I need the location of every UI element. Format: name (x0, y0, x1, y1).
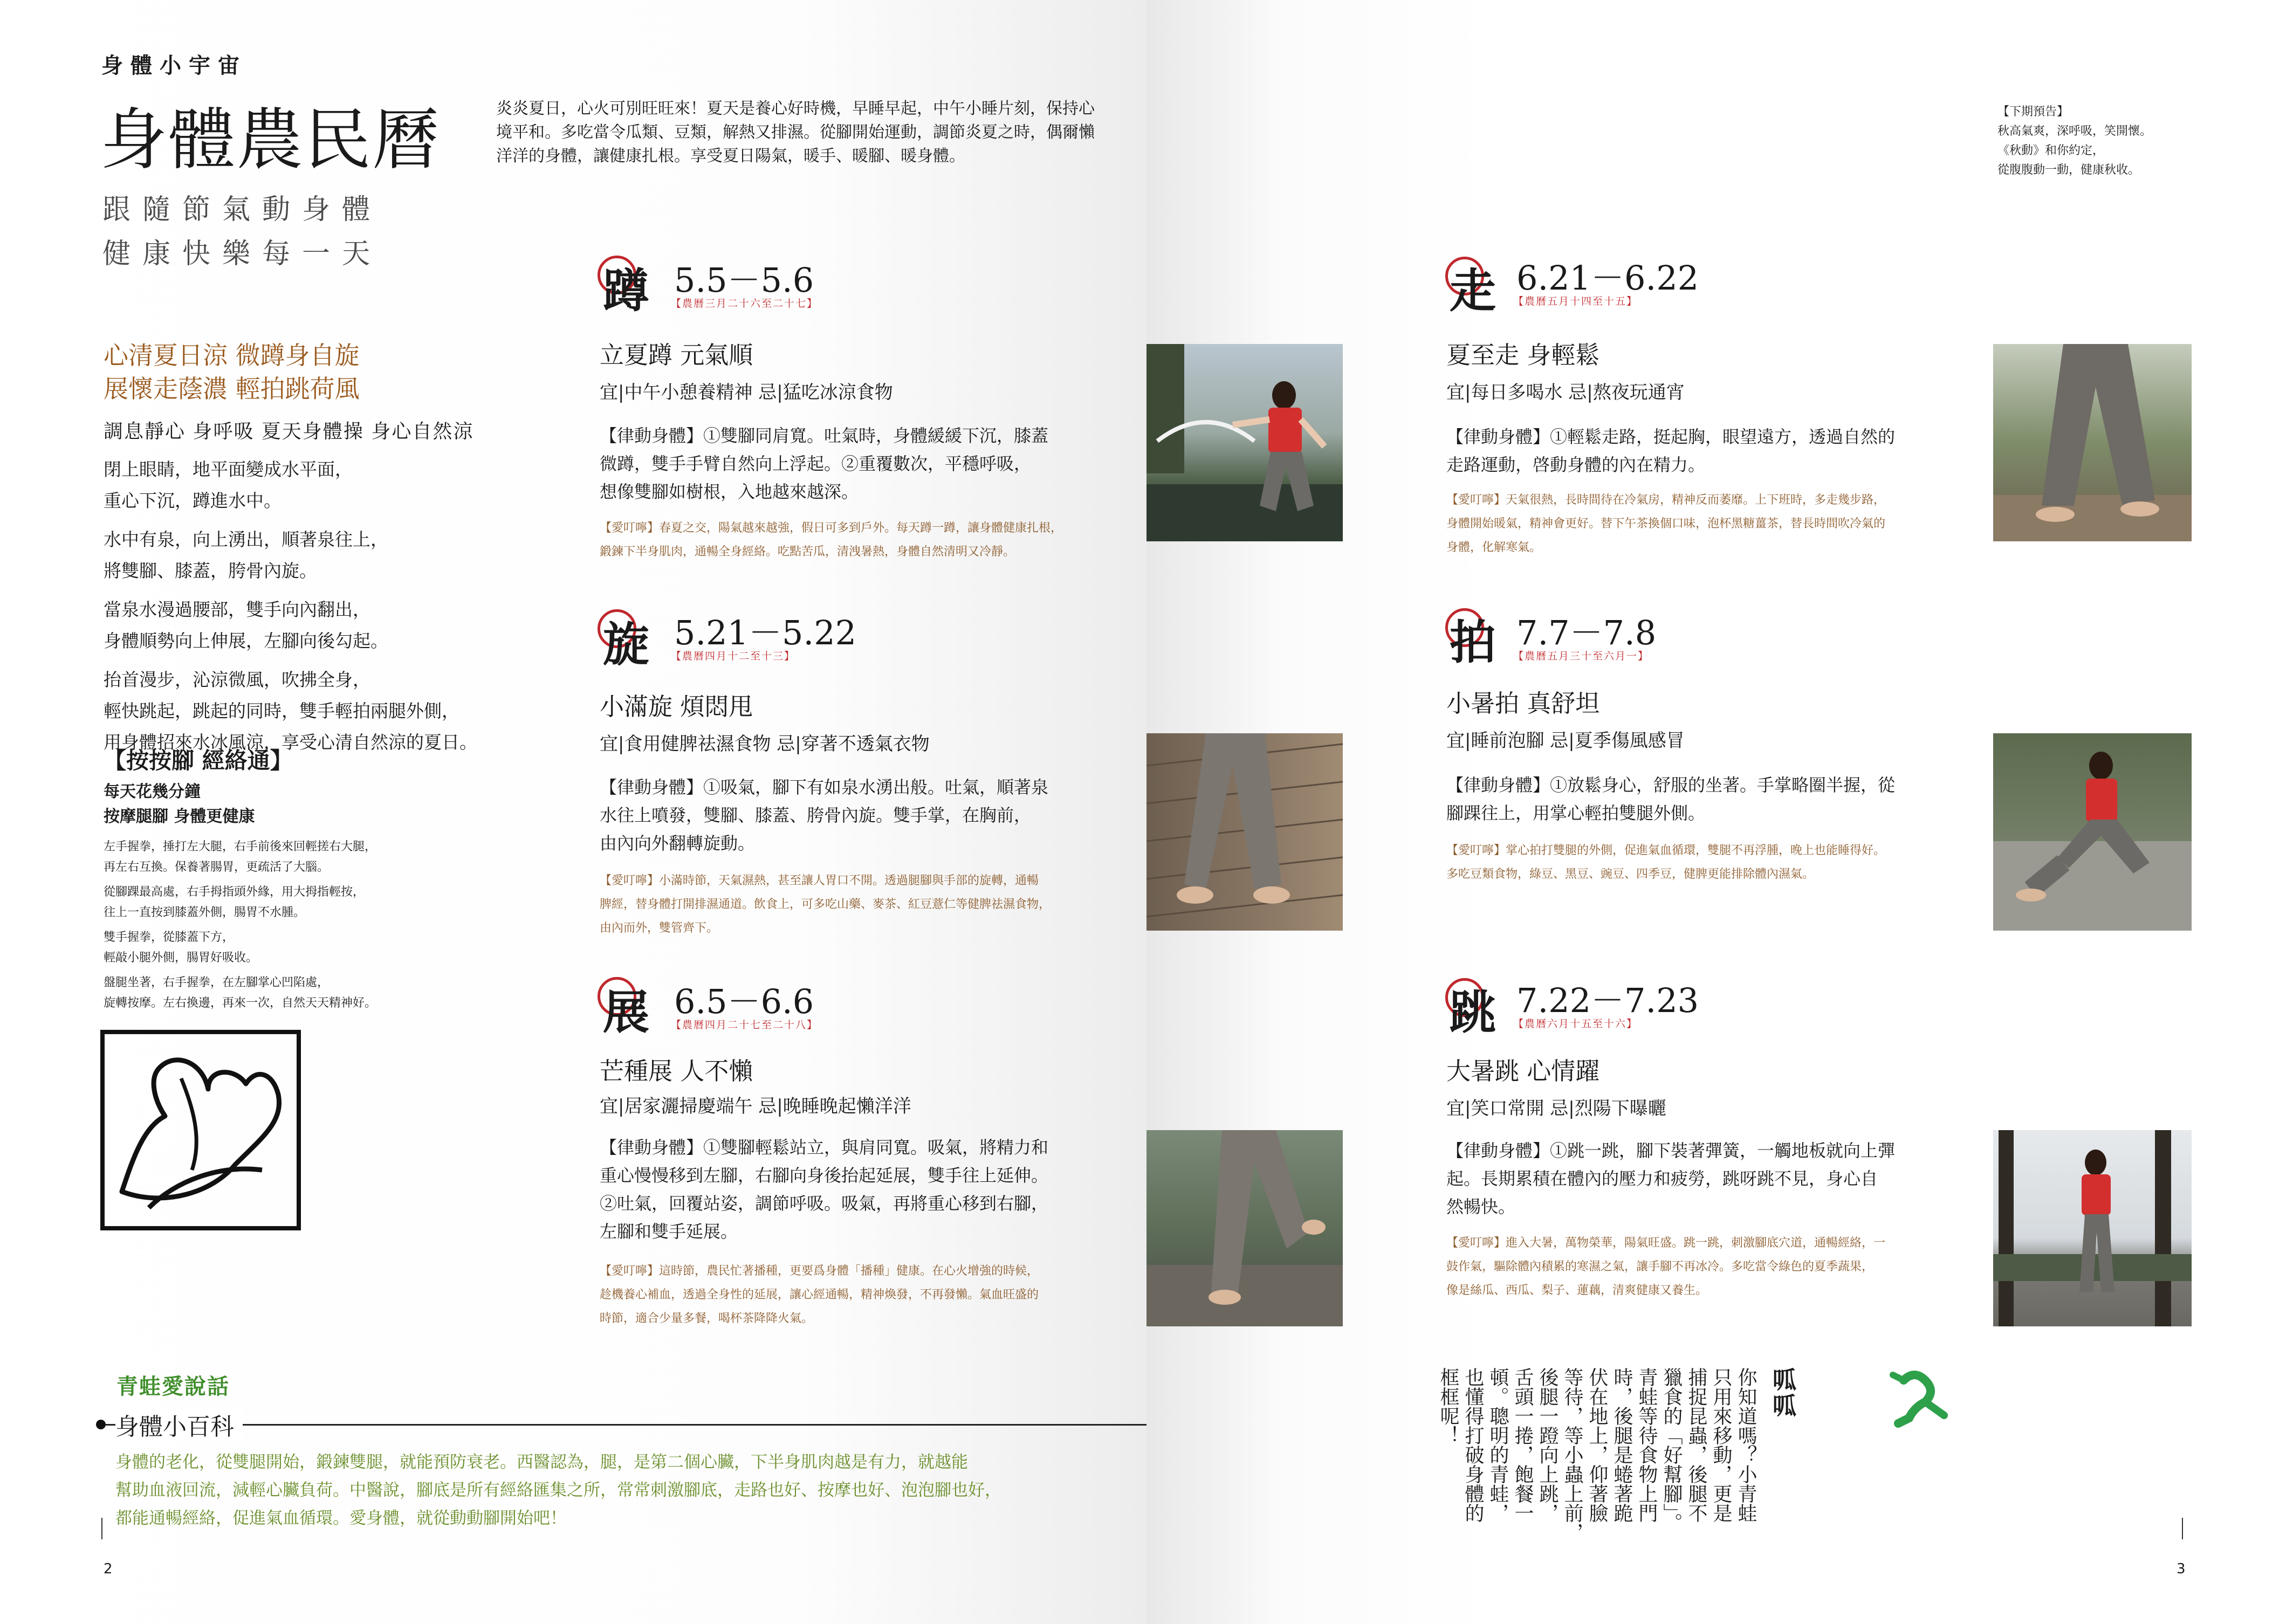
entry-lunar-date: 【農曆六月十五至十六】 (1513, 1018, 1638, 1030)
frog-title: 呱呱 (1768, 1367, 1796, 1419)
step-line: 再左右互換。保養著腸胃，更疏活了大腦。 (104, 861, 329, 874)
photo-squat (1146, 344, 1343, 541)
entry-body (600, 422, 1107, 506)
step-line: 盤腿坐著，右手握拳，在左腳掌心凹陷處， (104, 976, 329, 989)
intro-text: 炎炎夏日，心火可別旺旺來！夏天是養心好時機，早睡早起，中午小睡片刻，保持心境平和。多吃當令瓜類、豆類，解熱又排濕。從腳開始運動，調節炎夏之時，偶爾懶洋洋的身體，讓健康扎根。享受夏日陽氣，暖手、暖腳、暖身體。 (496, 99, 1095, 166)
paragraph (104, 524, 567, 587)
entry-lunar-date: 【農曆五月十四至十五】 (1513, 295, 1638, 307)
note-line: 像是絲瓜、西瓜、梨子、蓮藕，清爽健康又養生。 (1446, 1284, 1708, 1297)
entry-title: 芒種展 人不懶 (600, 1057, 753, 1085)
body-line: 走路運動，啓動身體的內在精力。 (1446, 455, 1706, 475)
entry-do-dont: 宜|每日多喝水 忌|熬夜玩通宵 (1446, 382, 1685, 403)
ginkgo-leaf-logo-icon (100, 1030, 301, 1230)
tagline: 調息靜心 身呼吸 夏天身體操 身心自然涼 (104, 421, 474, 443)
encyclopedia-line: 幫助血液回流，減輕心臟負荷。中醫說，腳底是所有經絡匯集之所，常常刺激腳底，走路也好、按摩也好、泡泡腳也好， (115, 1481, 1001, 1500)
encyclopedia-header: 青蛙愛說話 (116, 1374, 230, 1399)
massage-subtitle-line: 每天花幾分鐘 (104, 782, 201, 801)
note-line: 【愛叮嚀】小滿時節，天氣濕熱，甚至讓人胃口不開。透過腿腳與手部的旋轉，通暢 (600, 874, 1039, 887)
body-line: 想像雙腳如樹根，入地越來越深。 (600, 481, 859, 502)
entry-body (1446, 771, 1953, 827)
entry-character: 拍 (1450, 615, 1496, 670)
note-line: 鍛鍊下半身肌肉，通暢全身經絡。吃點苦瓜，清洩暑熱，身體自然清明又冷靜。 (600, 545, 1015, 559)
subtitle-line-1: 跟隨節氣動身體 (102, 194, 382, 226)
entry-date: 6.21－6.22 (1516, 258, 1699, 298)
frog-column: 也懂得打破身體的 (1462, 1367, 1484, 1523)
legs-turning-photo-icon (1146, 733, 1343, 931)
frog-column: 時，後腿是蜷著跪 (1611, 1367, 1633, 1523)
entry-notes (1446, 839, 1953, 886)
poem-line-2: 展懷走蔭濃 輕拍跳荷風 (104, 374, 360, 403)
body-line: 【律動身體】①放鬆身心，舒服的坐著。手掌略圈半握，從 (1446, 775, 1896, 795)
entry-lunar-date: 【農曆四月二十七至二十八】 (671, 1019, 819, 1031)
paragraph-line: 抬首漫步，沁涼微風，吹拂全身， (104, 669, 370, 690)
poem (104, 339, 360, 405)
body-line: 然暢快。 (1446, 1196, 1516, 1217)
note-line: 脾經，替身體打開排濕通道。飲食上，可多吃山藥、麥茶、紅豆薏仁等健脾祛濕食物， (600, 898, 1051, 911)
entry-character: 蹲 (603, 264, 649, 318)
woman-jumping-photo-icon (1993, 1130, 2192, 1326)
entry-body (1446, 1137, 1953, 1221)
page-number-left: 2 (104, 1561, 113, 1577)
paragraph-line: 閉上眼睛，地平面變成水平面， (104, 459, 353, 480)
encyclopedia-line: 都能通暢經絡，促進氣血循環。愛身體，就從動動腳開始吧！ (115, 1509, 567, 1528)
encyclopedia-title: 身體小百科 (115, 1407, 243, 1442)
paragraph (104, 594, 567, 657)
entry-character: 展 (603, 985, 649, 1040)
body-line: 重心慢慢移到左腳，右腳向身後抬起延展，雙手往上延伸。 (600, 1165, 1049, 1186)
entry-date: 5.21－5.22 (674, 613, 857, 652)
paragraph-line: 水中有泉，向上湧出，順著泉往上， (104, 529, 388, 550)
paragraph-line: 用身體招來水冰風涼，享受心清自然涼的夏日。 (104, 732, 477, 753)
subtitle-line-2: 健康快樂每一天 (102, 238, 382, 270)
body-line: 【律動身體】①輕鬆走路，挺起胸，眼望遠方，透過自然的 (1446, 426, 1896, 447)
entry-notes (600, 517, 1107, 564)
body-line: 【律動身體】①雙腳輕鬆站立，與肩同寬。吸氣，將精力和 (600, 1137, 1049, 1158)
note-line: 【愛叮嚀】進入大暑，萬物榮華，陽氣旺盛。跳一跳，刺激腳底穴道，通暢經絡，一 (1446, 1236, 1886, 1250)
massage-steps (104, 837, 481, 1014)
entry-title: 夏至走 身輕鬆 (1446, 341, 1600, 369)
frog-column: 捕捉昆蟲，後腿不 (1685, 1367, 1707, 1523)
step-line: 雙手握拳，從膝蓋下方， (104, 931, 235, 944)
paragraph-line: 身體順勢向上伸展，左腳向後勾起。 (104, 630, 388, 651)
entry-lunar-date: 【農曆五月三十至六月一】 (1513, 650, 1650, 662)
massage-step (104, 927, 481, 968)
frog-column: 頓。聰明的青蛙， (1487, 1367, 1509, 1523)
encyclopedia-line: 身體的老化，從雙腿開始，鍛鍊雙腿，就能預防衰老。西醫認為，腿，是第二個心臟，下半身肌肉越是有力，就越能 (115, 1453, 968, 1472)
entry-character: 旋 (603, 617, 649, 672)
leg-stretch-photo-icon (1146, 1130, 1343, 1326)
body-line: 【律動身體】①吸氣，腳下有如泉水湧出般。吐氣，順著泉 (600, 777, 1049, 797)
paragraph-line: 輕快跳起，跳起的同時，雙手輕拍兩腿外側， (104, 700, 459, 721)
exercise-paragraphs (104, 454, 567, 758)
woman-squatting-photo-icon (1146, 344, 1343, 541)
body-line: 水往上噴發，雙腳、膝蓋、胯骨內旋。雙手掌，在胸前， (600, 805, 1032, 825)
encyclopedia-text (115, 1448, 1118, 1532)
step-line: 輕敲小腿外側，腸胃好吸收。 (104, 951, 258, 965)
frog-column: 獵食的「好幫腳」。 (1660, 1367, 1683, 1532)
body-line: 【律動身體】①跳一跳，腳下裝著彈簧，一觸地板就向上彈 (1446, 1140, 1896, 1161)
massage-subtitle-line: 按摩腿腳 身體更健康 (104, 807, 255, 826)
note-line: 【愛叮嚀】春夏之交，陽氣越來越強，假日可多到戶外。每天蹲一蹲，讓身體健康扎根， (600, 521, 1063, 535)
photo-pat (1993, 733, 2192, 931)
preview-line: 【下期預告】 (1997, 105, 2069, 119)
page-tick (101, 1518, 102, 1539)
entry-date: 7.7－7.8 (1516, 613, 1657, 652)
massage-step (104, 882, 481, 923)
bullet-dot-icon (96, 1420, 106, 1429)
preview-line: 《秋動》和你約定， (1997, 144, 2105, 157)
poem-line-1: 心清夏日涼 微蹲身自旋 (104, 341, 360, 370)
body-line: 左腳和雙手延展。 (600, 1221, 738, 1242)
entry-title: 立夏蹲 元氣順 (600, 341, 753, 369)
entry-title: 小暑拍 真舒坦 (1446, 689, 1600, 718)
body-line: ②吐氣，回覆站姿，調節呼吸。吸氣，再將重心移到右腳， (600, 1193, 1049, 1214)
massage-title: 【按按腳 經絡通】 (104, 747, 293, 774)
section-label: 身體小宇宙 (101, 53, 247, 78)
note-line: 由內而外，雙管齊下。 (600, 921, 719, 935)
body-line: 微蹲，雙手手臂自然向上浮起。②重覆數次，平穩呼吸， (600, 453, 1032, 474)
body-line: 腳踝往上，用掌心輕拍雙腿外側。 (1446, 803, 1706, 823)
entry-character: 走 (1450, 264, 1496, 318)
entry-notes (1446, 488, 1953, 560)
frog-column: 後腿一蹬向上跳， (1536, 1367, 1559, 1523)
entry-notes (1446, 1231, 1953, 1303)
woman-patting-photo-icon (1993, 733, 2192, 931)
frog-column: 舌頭一捲，飽餐一 (1512, 1367, 1534, 1523)
entry-title: 小滿旋 煩悶甩 (600, 692, 753, 721)
body-line: 起。長期累積在體內的壓力和疲勞，跳呀跳不見，身心自 (1446, 1168, 1878, 1189)
legs-walking-photo-icon (1993, 344, 2192, 541)
photo-stretch (1146, 1130, 1343, 1326)
paragraph-line: 重心下沉，蹲進水中。 (104, 490, 282, 511)
paragraph-line: 當泉水漫過腰部，雙手向內翻出， (104, 599, 370, 620)
frog-column: 只用來移動，更是 (1710, 1367, 1732, 1523)
entry-date: 7.22－7.23 (1516, 981, 1699, 1020)
subtitle (102, 188, 382, 276)
frog-column: 伏在地上，仰著臉 (1586, 1367, 1608, 1523)
preview-line: 從腹腹動一動，健康秋收。 (1997, 163, 2140, 177)
massage-step (104, 973, 481, 1014)
divider (106, 1424, 1146, 1426)
page-tick (2182, 1518, 2183, 1539)
note-line: 【愛叮嚀】掌心拍打雙腿的外側，促進氣血循環，雙腿不再浮腫，晚上也能睡得好。 (1446, 844, 1886, 857)
entry-body (600, 773, 1107, 857)
paragraph (104, 454, 567, 517)
entry-date: 6.5－6.6 (674, 982, 814, 1021)
next-issue-preview (1997, 102, 2152, 180)
note-line: 身體開始暖氣，精神會更好。替下午茶換個口味，泡杯黑糖薑茶，替長時間吹冷氣的 (1446, 517, 1886, 531)
entry-body (1446, 423, 1953, 479)
entry-do-dont: 宜|食用健脾祛濕食物 忌|穿著不透氣衣物 (600, 733, 930, 755)
frog-text (1434, 1367, 1758, 1545)
frog-icon (1887, 1370, 1952, 1429)
step-line: 左手握拳，捶打左大腿，右手前後來回輕搓右大腿， (104, 840, 377, 854)
note-line: 多吃豆類食物，綠豆、黑豆、豌豆、四季豆，健脾更能排除體內濕氣。 (1446, 868, 1815, 881)
entry-lunar-date: 【農曆四月十二至十三】 (671, 650, 796, 662)
frog-column: 青蛙等待食物上門 (1636, 1367, 1658, 1523)
note-line: 身體，化解寒氣。 (1446, 541, 1542, 554)
entry-body (600, 1133, 1107, 1245)
entry-do-dont: 宜|居家灑掃慶端午 忌|晚睡晚起懶洋洋 (600, 1096, 911, 1117)
entry-do-dont: 宜|中午小憩養精神 忌|猛吃冰涼食物 (600, 382, 893, 403)
massage-step (104, 837, 481, 878)
entry-do-dont: 宜|笑口常開 忌|烈陽下曝曬 (1446, 1098, 1666, 1119)
entry-lunar-date: 【農曆三月二十六至二十七】 (671, 298, 819, 309)
step-line: 旋轉按摩。左右換邊，再來一次，自然天天精神好。 (104, 996, 377, 1010)
step-line: 往上一直按到膝蓋外側，腸胃不水腫。 (104, 906, 306, 919)
photo-turn (1146, 733, 1343, 931)
preview-line: 秋高氣爽，深呼吸，笑開懷。 (1997, 125, 2152, 138)
entry-date: 5.5－5.6 (674, 260, 814, 300)
note-line: 鼓作氣，驅除體內積累的寒濕之氣，讓手腳不再冰冷。多吃當令綠色的夏季蔬果， (1446, 1260, 1874, 1274)
entry-character: 跳 (1450, 985, 1496, 1040)
massage-subtitle (104, 780, 255, 829)
note-line: 時節，適合少量多餐，喝杯茶降降火氣。 (600, 1312, 814, 1325)
note-line: 【愛叮嚀】天氣很熱，長時間待在冷氣房，精神反而萎靡。上下班時，多走幾步路， (1446, 493, 1886, 507)
frog-column: 框框呢！ (1437, 1367, 1459, 1445)
page-title: 身體農民曆 (100, 101, 441, 179)
note-line: 【愛叮嚀】這時節，農民忙著播種，更要爲身體「播種」健康。在心火增強的時候， (600, 1264, 1039, 1278)
entry-notes (600, 869, 1107, 940)
frog-column: 等待，等小蟲上前， (1561, 1367, 1583, 1542)
entry-notes (600, 1260, 1107, 1331)
entry-title: 大暑跳 心情躍 (1446, 1057, 1600, 1085)
body-line: 由內向外翻轉旋動。 (600, 833, 756, 854)
page-number-right: 3 (2177, 1561, 2186, 1577)
note-line: 趁機養心補血，透過全身性的延展，讓心經通暢，精神煥發，不再發懶。氣血旺盛的 (600, 1288, 1039, 1302)
photo-walk (1993, 344, 2192, 541)
paragraph-line: 將雙腳、膝蓋，胯骨內旋。 (104, 560, 317, 581)
entry-do-dont: 宜|睡前泡腳 忌|夏季傷風感冒 (1446, 730, 1685, 752)
frog-column: 你知道嗎？小青蛙 (1735, 1367, 1757, 1523)
step-line: 從腳踝最高處，右手拇指頭外緣，用大拇指輕按， (104, 885, 365, 899)
photo-jump (1993, 1130, 2192, 1326)
body-line: 【律動身體】①雙腳同肩寬。吐氣時，身體緩緩下沉，膝蓋 (600, 425, 1049, 446)
